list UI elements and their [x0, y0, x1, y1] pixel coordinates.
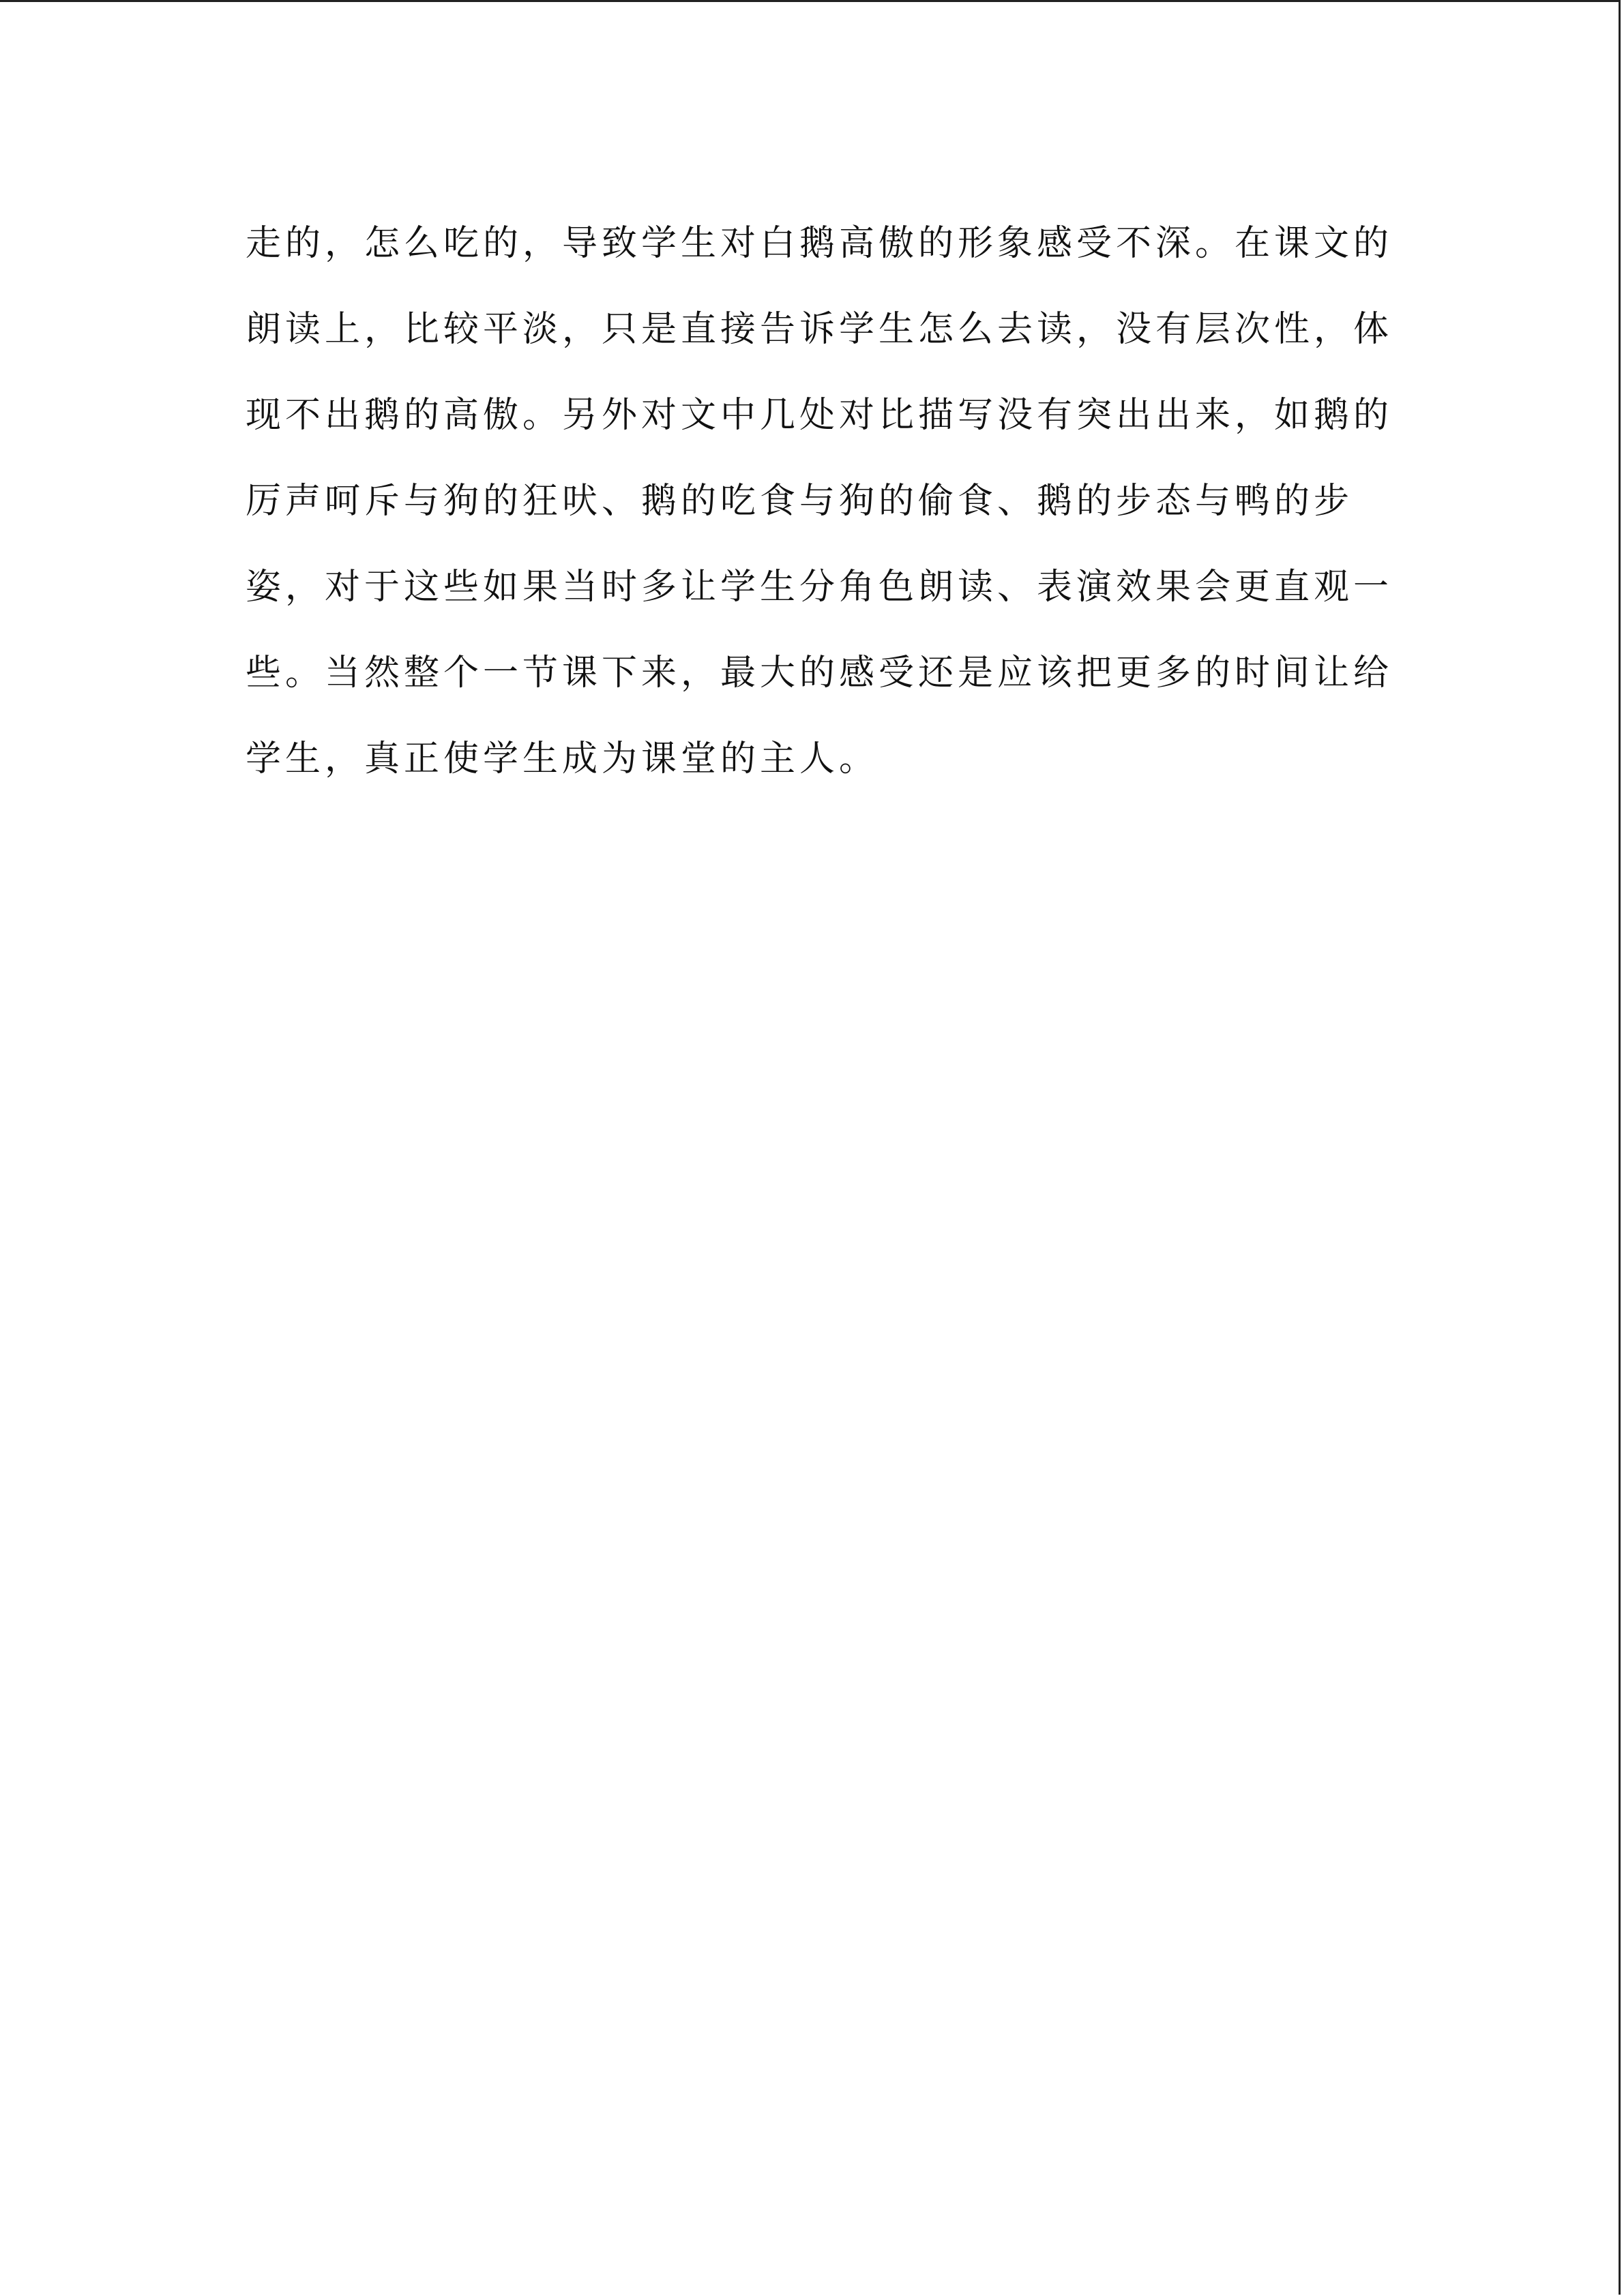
text-line: 学生，真正使学生成为课堂的主人。: [246, 739, 879, 779]
text-line: 姿，对于这些如果当时多让学生分角色朗读、表演效果会更直观一: [246, 567, 1393, 608]
text-line: 现不出鹅的高傲。另外对文中几处对比描写没有突出出来，如鹅的: [246, 395, 1393, 436]
text-line: 厉声呵斥与狗的狂吠、鹅的吃食与狗的偷食、鹅的步态与鸭的步: [246, 481, 1354, 522]
text-line: 走的，怎么吃的，导致学生对白鹅高傲的形象感受不深。在课文的: [246, 223, 1393, 264]
text-line: 朗读上，比较平淡，只是直接告诉学生怎么去读，没有层次性，体: [246, 309, 1393, 350]
text-line: 些。当然整个一节课下来，最大的感受还是应该把更多的时间让给: [246, 653, 1393, 694]
body-paragraph: [246, 211, 1393, 812]
